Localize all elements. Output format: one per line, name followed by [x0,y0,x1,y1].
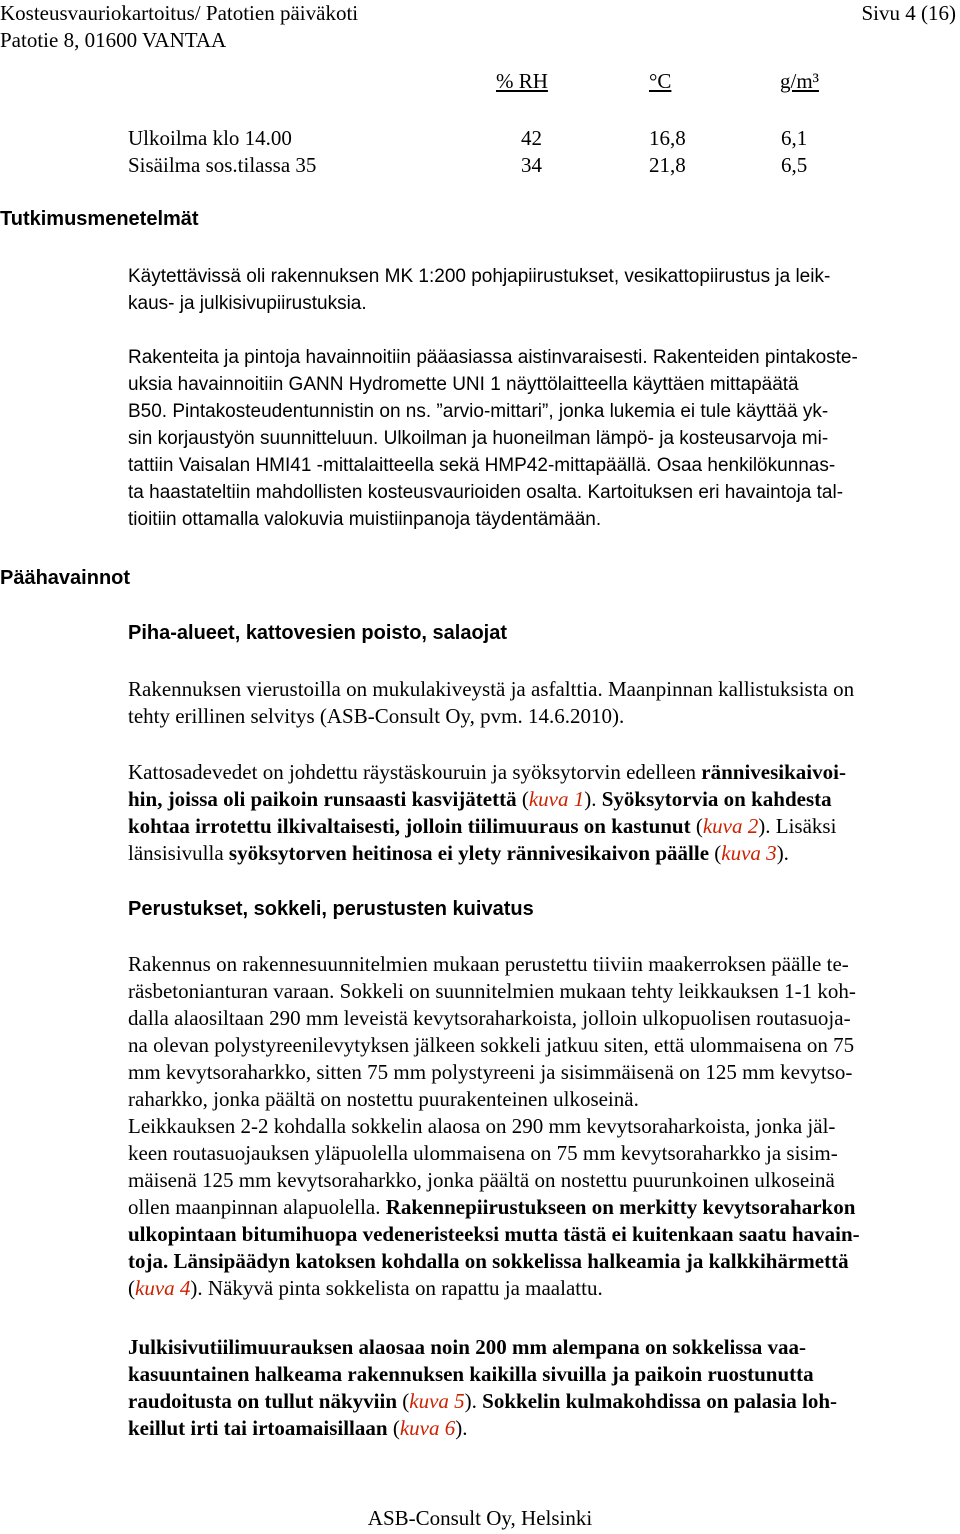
perustukset-heading: Perustukset, sokkeli, perustusten kuivatus [128,898,534,920]
figure-ref[interactable]: kuva 4 [135,1276,191,1300]
row-label: Ulkoilma klo 14.00 [128,126,292,150]
unit-temp: °C [649,69,672,93]
figure-ref[interactable]: kuva 5 [409,1389,465,1413]
perustukset-paragraph-2: Julkisivutiilimuurauksen alaosaa noin 200 mm alempana on sokkelissa vaa- kasuuntainen halkeama rakennuksen kaikilla sivuilla ja paikoin ruostunutta raudoitusta on tullut näkyviin (kuva 5). Sokkelin kulmakohdissa on palasia loh- keillut irti tai irtoamaisillaan (kuva 6). [128,1335,837,1440]
findings-heading: Päähavainnot [0,567,131,589]
document-address: Patotie 8, 01600 VANTAA [0,28,227,52]
figure-ref[interactable]: kuva 2 [702,814,759,838]
document-header [0,0,358,54]
methods-paragraph-2: Rakenteita ja pintoja havainnoitiin pääasiassa aistinvaraisesti. Rakenteiden pintakoste- uksia havainnoitiin GANN Hydromette UNI 1 näyttölaitteella käyttäen mittapäätä B50. Pintakosteudentunnistin on ns. ”arvio-mittari”, jonka lukemia ei tule käyttää yk- sin korjaustyön suunnitteluun. Ulkoilman ja huoneilman lämpö- ja kosteusarvoja mi- tattiin Vaisalan HMI41 -mittalaitteella sekä HMP42-mittapäällä. Osaa henkilökunnas- ta haastateltiin mahdollisten kosteusvaurioiden osalta. Kartoituksen eri havaintoja tal- tioitiin ottamalla valokuvia muistiinpanoja täydentämään. [128,347,858,530]
document-title: Kosteusvauriokartoitus/ Patotien päiväkoti [0,1,359,25]
row-temp: 16,8 [649,126,686,150]
piha-heading: Piha-alueet, kattovesien poisto, salaojat [128,622,508,644]
unit-abs: g/m³ [780,69,819,93]
page-number: Sivu 4 (16) [861,1,956,25]
methods-heading: Tutkimusmenetelmät [0,208,199,230]
figure-ref[interactable]: kuva 6 [399,1416,456,1440]
perustukset-paragraph-1: Rakennus on rakennesuunnitelmien mukaan perustettu tiiviin maakerroksen päälle te- räsbetonianturan varaan. Sokkeli on suunnitelmien mukaan tehty leikkauksen 1-1 koh- dalla alaosiltaan 290 mm leveistä kevytsoraharkoista, jolloin ulkopuolisen routasuoja- na olevan polystyreenilevytyksen jälkeen sokkeli jatkuu siten, että ulommaisena on 75 mm kevytsoraharkko, sitten 75 mm polystyreeni ja sisimmäisenä on 125 mm kevytso- raharkko, jonka päältä on nostettu puurakenteinen ulkoseinä. Leikkauksen 2-2 kohdalla sokkelin alaosa on 290 mm kevytsoraharkoista, jonka jäl- keen routasuojauksen yläpuolella ulommaisena on 75 mm kevytsoraharkko ja sisim- mäisenä 125 mm kevytsoraharkko, jonka päältä on nostettu puurunkoinen ulkoseinä ollen maanpinnan alapuolella. Rakennepiirustukseen on merkitty kevytsoraharkon ulkopintaan bitumihuopa vedeneristeeksi mutta tästä ei kuitenkaan saatu havain- toja. Länsipäädyn katoksen kohdalla on sokkelissa halkeamia ja kalkkihärmettä (kuva 4). Näkyvä pinta sokkelista on rapattu ja maalattu. [128,952,860,1300]
row-temp: 21,8 [649,153,686,177]
row-rh: 42 [521,126,542,150]
row-abs: 6,1 [781,126,808,150]
piha-paragraph-2: Kattosadevedet on johdettu räystäskouruin ja syöksytorvin edelleen rännivesikaivoi- hin, joissa oli paikoin runsaasti kasvijätettä (kuva 1). Syöksytorvia on kahdesta kohtaa irrotettu ilkivaltaisesti, jolloin tiilimuuraus on kastunut (kuva 2). Lisäksi länsisivulla syöksytorven heitinosa ei ylety rännivesikaivon päälle (kuva 3). [128,760,846,865]
row-rh: 34 [521,153,542,177]
piha-paragraph-1: Rakennuksen vierustoilla on mukulakiveystä ja asfalttia. Maanpinnan kallistuksista on tehty erillinen selvitys (ASB-Consult Oy, pvm. 14.6.2010). [128,677,855,728]
unit-rh: % RH [496,69,548,93]
figure-ref[interactable]: kuva 3 [721,841,777,865]
row-label: Sisäilma sos.tilassa 35 [128,153,317,177]
methods-paragraph-1: Käytettävissä oli rakennuksen MK 1:200 pohjapiirustukset, vesikattopiirustus ja leik- kaus- ja julkisivupiirustuksia. [128,266,831,314]
figure-ref[interactable]: kuva 1 [528,787,585,811]
row-abs: 6,5 [781,153,808,177]
document-footer: ASB-Consult Oy, Helsinki [367,1506,593,1530]
